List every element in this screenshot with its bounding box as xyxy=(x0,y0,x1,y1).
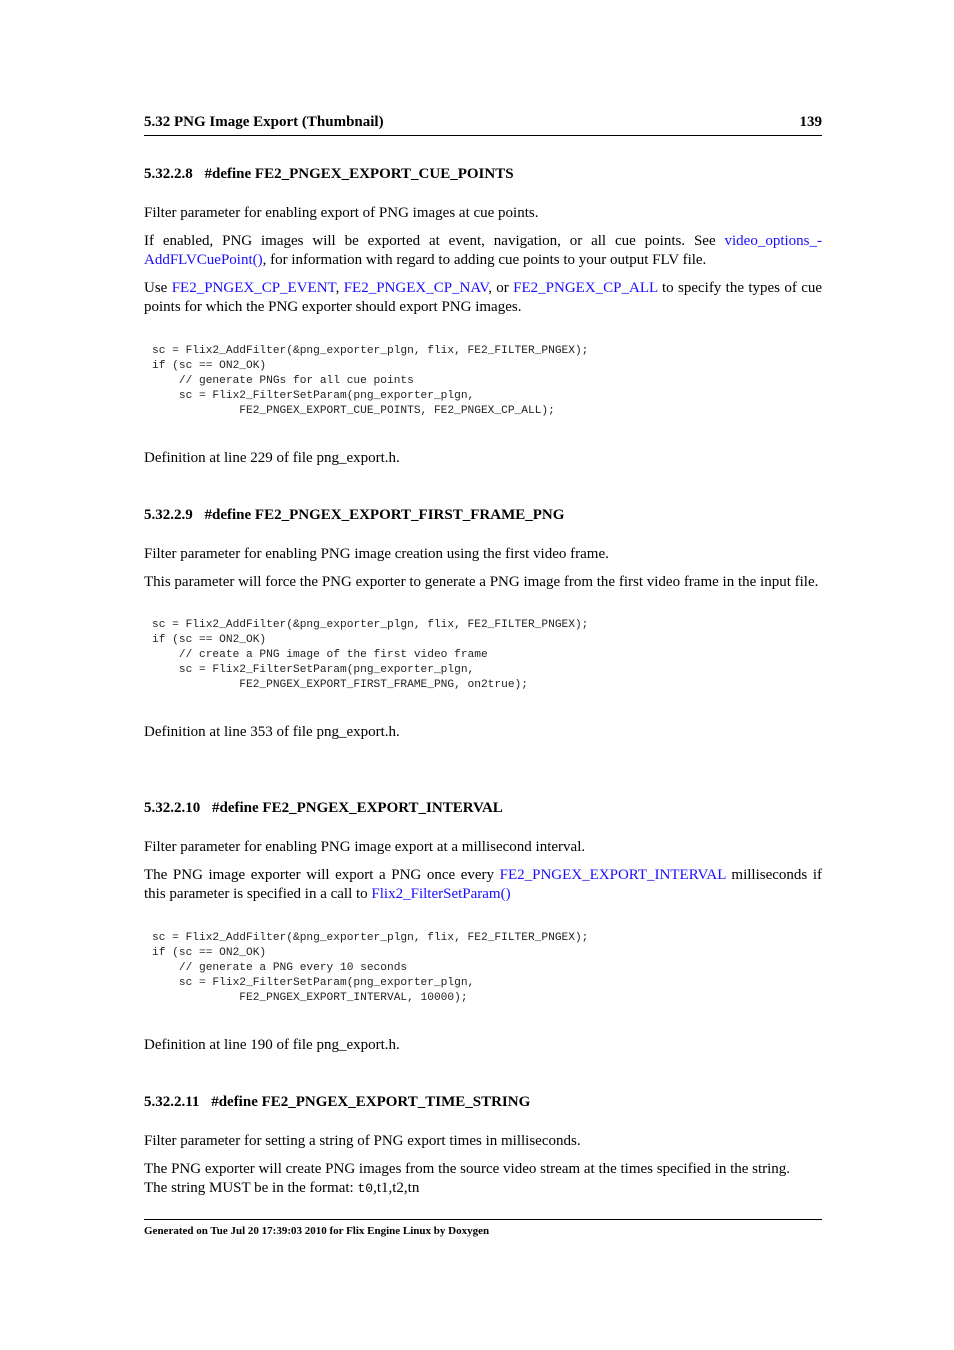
section-number: 5.32.2.10 xyxy=(144,800,201,816)
text: Use xyxy=(144,279,172,296)
paragraph: Filter parameter for setting a string of PNG export times in milliseconds. xyxy=(144,1133,581,1149)
section-interval xyxy=(144,798,822,1055)
code-block: sc = Flix2_AddFilter(&png_exporter_plgn, flix, FE2_FILTER_PNGEX); if (sc == ON2_OK) // create a PNG image of the first video frame sc = Flix2_FilterSetParam(png_exporter_plgn, FE2_PNGEX_EXPORT_FIRST_FRAME_PNG, on2true); xyxy=(152,619,589,692)
link-cp-event[interactable]: FE2_PNGEX_CP_EVENT xyxy=(171,279,336,296)
paragraph xyxy=(144,279,822,318)
paragraph xyxy=(144,1179,822,1199)
link-cp-all[interactable]: FE2_PNGEX_CP_ALL xyxy=(513,279,658,296)
paragraph: Filter parameter for enabling PNG image creation using the first video frame. xyxy=(144,546,609,562)
section-heading xyxy=(144,1092,822,1112)
text: The string MUST be in the format: xyxy=(144,1180,358,1196)
paragraph xyxy=(144,866,822,905)
definition-line: Definition at line 190 of file png_export.h. xyxy=(144,1036,400,1053)
section-time-string xyxy=(144,1092,822,1199)
paragraph: Filter parameter for enabling PNG image export at a millisecond interval. xyxy=(144,839,586,855)
section-number: 5.32.2.11 xyxy=(144,1094,200,1110)
paragraph: Filter parameter for enabling export of PNG images at cue points. xyxy=(144,205,539,221)
paragraph xyxy=(144,232,822,271)
section-cue-points xyxy=(144,164,822,468)
code-block: sc = Flix2_AddFilter(&png_exporter_plgn, flix, FE2_FILTER_PNGEX); if (sc == ON2_OK) // generate PNGs for all cue points sc = Flix2_FilterSetParam(png_exporter_plgn, FE2_PNGEX_EXPORT_CUE_POINTS, FE2_PNGEX_CP_ALL); xyxy=(152,344,589,417)
section-title: #define FE2_PNGEX_EXPORT_TIME_STRING xyxy=(211,1094,531,1110)
text: If enabled, PNG images will be exported at event, navigation, or all cue points. See xyxy=(144,232,725,249)
paragraph: This parameter will force the PNG exporter to generate a PNG image from the first video frame in the input file. xyxy=(144,573,819,590)
link-export-interval[interactable]: FE2_PNGEX_EXPORT_INTERVAL xyxy=(499,866,726,883)
section-heading xyxy=(144,164,822,184)
footer-text: Generated on Tue Jul 20 17:39:03 2010 for Flix Engine Linux by Doxygen xyxy=(144,1225,490,1237)
page-header xyxy=(144,114,822,136)
text: ,t1,t2,tn xyxy=(373,1180,420,1196)
section-number: 5.32.2.8 xyxy=(144,166,193,182)
section-first-frame xyxy=(144,505,822,743)
paragraph: The PNG exporter will create PNG images from the source video stream at the times specified in the string. xyxy=(144,1160,791,1177)
link-add-flv-cue-point[interactable]: video_options_-AddFLVCuePoint() xyxy=(144,232,822,268)
section-heading xyxy=(144,505,822,525)
page-footer xyxy=(144,1219,822,1237)
text: , for information with regard to adding cue points to your output FLV file. xyxy=(262,252,707,268)
definition-line: Definition at line 229 of file png_export.h. xyxy=(144,449,400,466)
link-cp-nav[interactable]: FE2_PNGEX_CP_NAV xyxy=(343,279,489,296)
section-title: #define FE2_PNGEX_EXPORT_FIRST_FRAME_PNG xyxy=(204,507,565,523)
text: , or xyxy=(488,279,514,296)
page-number: 139 xyxy=(799,114,822,130)
link-filter-set-param[interactable]: Flix2_FilterSetParam() xyxy=(371,886,511,902)
section-number: 5.32.2.9 xyxy=(144,507,193,523)
code-block: sc = Flix2_AddFilter(&png_exporter_plgn, flix, FE2_FILTER_PNGEX); if (sc == ON2_OK) // generate a PNG every 10 seconds sc = Flix2_FilterSetParam(png_exporter_plgn, FE2_PNGEX_EXPORT_INTERVAL, 10000); xyxy=(152,931,589,1004)
inline-code: t0 xyxy=(357,1181,374,1196)
text: The PNG image exporter will export a PNG once every xyxy=(144,866,500,883)
section-title: #define FE2_PNGEX_EXPORT_CUE_POINTS xyxy=(204,166,514,182)
text: , xyxy=(335,279,344,296)
section-heading xyxy=(144,798,822,818)
section-title: #define FE2_PNGEX_EXPORT_INTERVAL xyxy=(212,800,503,816)
text: to specify the types of cue points for which the PNG exporter should export PNG images. xyxy=(144,279,823,315)
definition-line: Definition at line 353 of file png_export.h. xyxy=(144,724,400,741)
header-title: 5.32 PNG Image Export (Thumbnail) xyxy=(144,114,384,130)
text: milliseconds if this parameter is specified in a call to xyxy=(144,866,822,902)
